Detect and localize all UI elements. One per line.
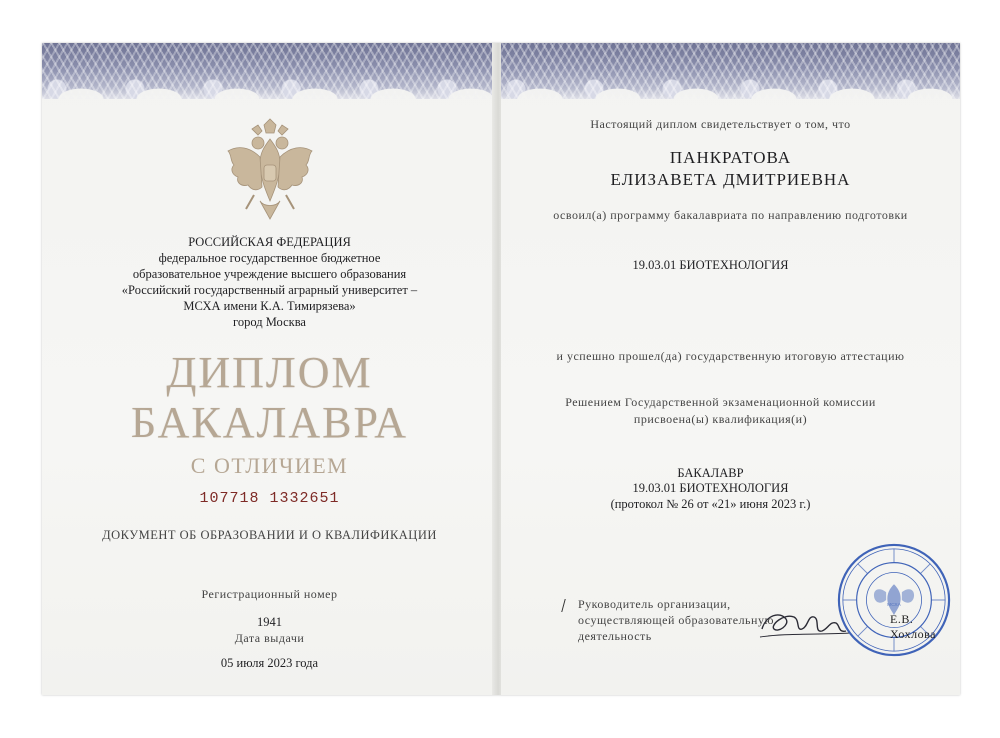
attestation-text: и успешно прошел(да) государственную итоговую аттестацию [556, 349, 905, 363]
qualification-title: БАКАЛАВР [677, 466, 744, 480]
coat-of-arms-icon [220, 117, 320, 227]
left-page [42, 43, 497, 695]
registration-number: 1941 [257, 615, 282, 629]
guilloche-band [42, 43, 497, 99]
commission-line-1: Решением Государственной экзаменационной комиссии [565, 395, 876, 409]
head-name: Е.В. Хохлова [890, 612, 936, 641]
commission-line-2: присвоена(ы) квалификация(и) [633, 412, 808, 426]
intro-text: Настоящий диплом свидетельствует о том, что [590, 117, 851, 131]
header-line-3: образовательное учреждение высшего образования [132, 267, 407, 281]
header-line-6: город Москва [233, 315, 306, 329]
issue-date-value: 05 июля 2023 года [220, 656, 319, 670]
header-line-1: РОССИЙСКАЯ ФЕДЕРАЦИЯ [188, 235, 351, 249]
head-title-line-2: осуществляющей образовательную [578, 613, 774, 627]
honors-label: С ОТЛИЧИЕМ [190, 453, 349, 478]
qualification-program: 19.03.01 БИОТЕХНОЛОГИЯ [632, 481, 789, 495]
diploma-sheet [42, 43, 960, 695]
program-text: освоил(а) программу бакалавриата по направлению подготовки [553, 208, 908, 222]
head-title-line-1: Руководитель организации, [578, 597, 731, 611]
issue-date-label: Дата выдачи [234, 631, 305, 645]
protocol-line: (протокол № 26 от «21» июня 2023 г.) [610, 497, 811, 511]
registration-label: Регистрационный номер [201, 587, 338, 601]
tick-mark [561, 599, 567, 612]
guilloche-band [501, 43, 960, 99]
title-diploma: ДИПЛОМ [166, 348, 373, 397]
right-page [501, 43, 960, 695]
program-name: 19.03.01 БИОТЕХНОЛОГИЯ [632, 258, 789, 272]
head-title-line-3: деятельность [578, 629, 652, 643]
document-type: ДОКУМЕНТ ОБ ОБРАЗОВАНИИ И О КВАЛИФИКАЦИИ [102, 528, 437, 542]
student-given-names: ЕЛИЗАВЕТА ДМИТРИЕВНА [610, 170, 851, 189]
svg-text:МСХА: МСХА [887, 602, 901, 608]
header-line-2: федеральное государственное бюджетное [158, 251, 381, 265]
header-line-5: МСХА имени К.А. Тимирязева» [183, 299, 356, 313]
serial-number: 107718 1332651 [199, 490, 340, 507]
student-surname: ПАНКРАТОВА [669, 148, 792, 167]
header-line-4: «Российский государственный аграрный университет – [121, 283, 418, 297]
title-bachelor: БАКАЛАВРА [130, 398, 409, 447]
